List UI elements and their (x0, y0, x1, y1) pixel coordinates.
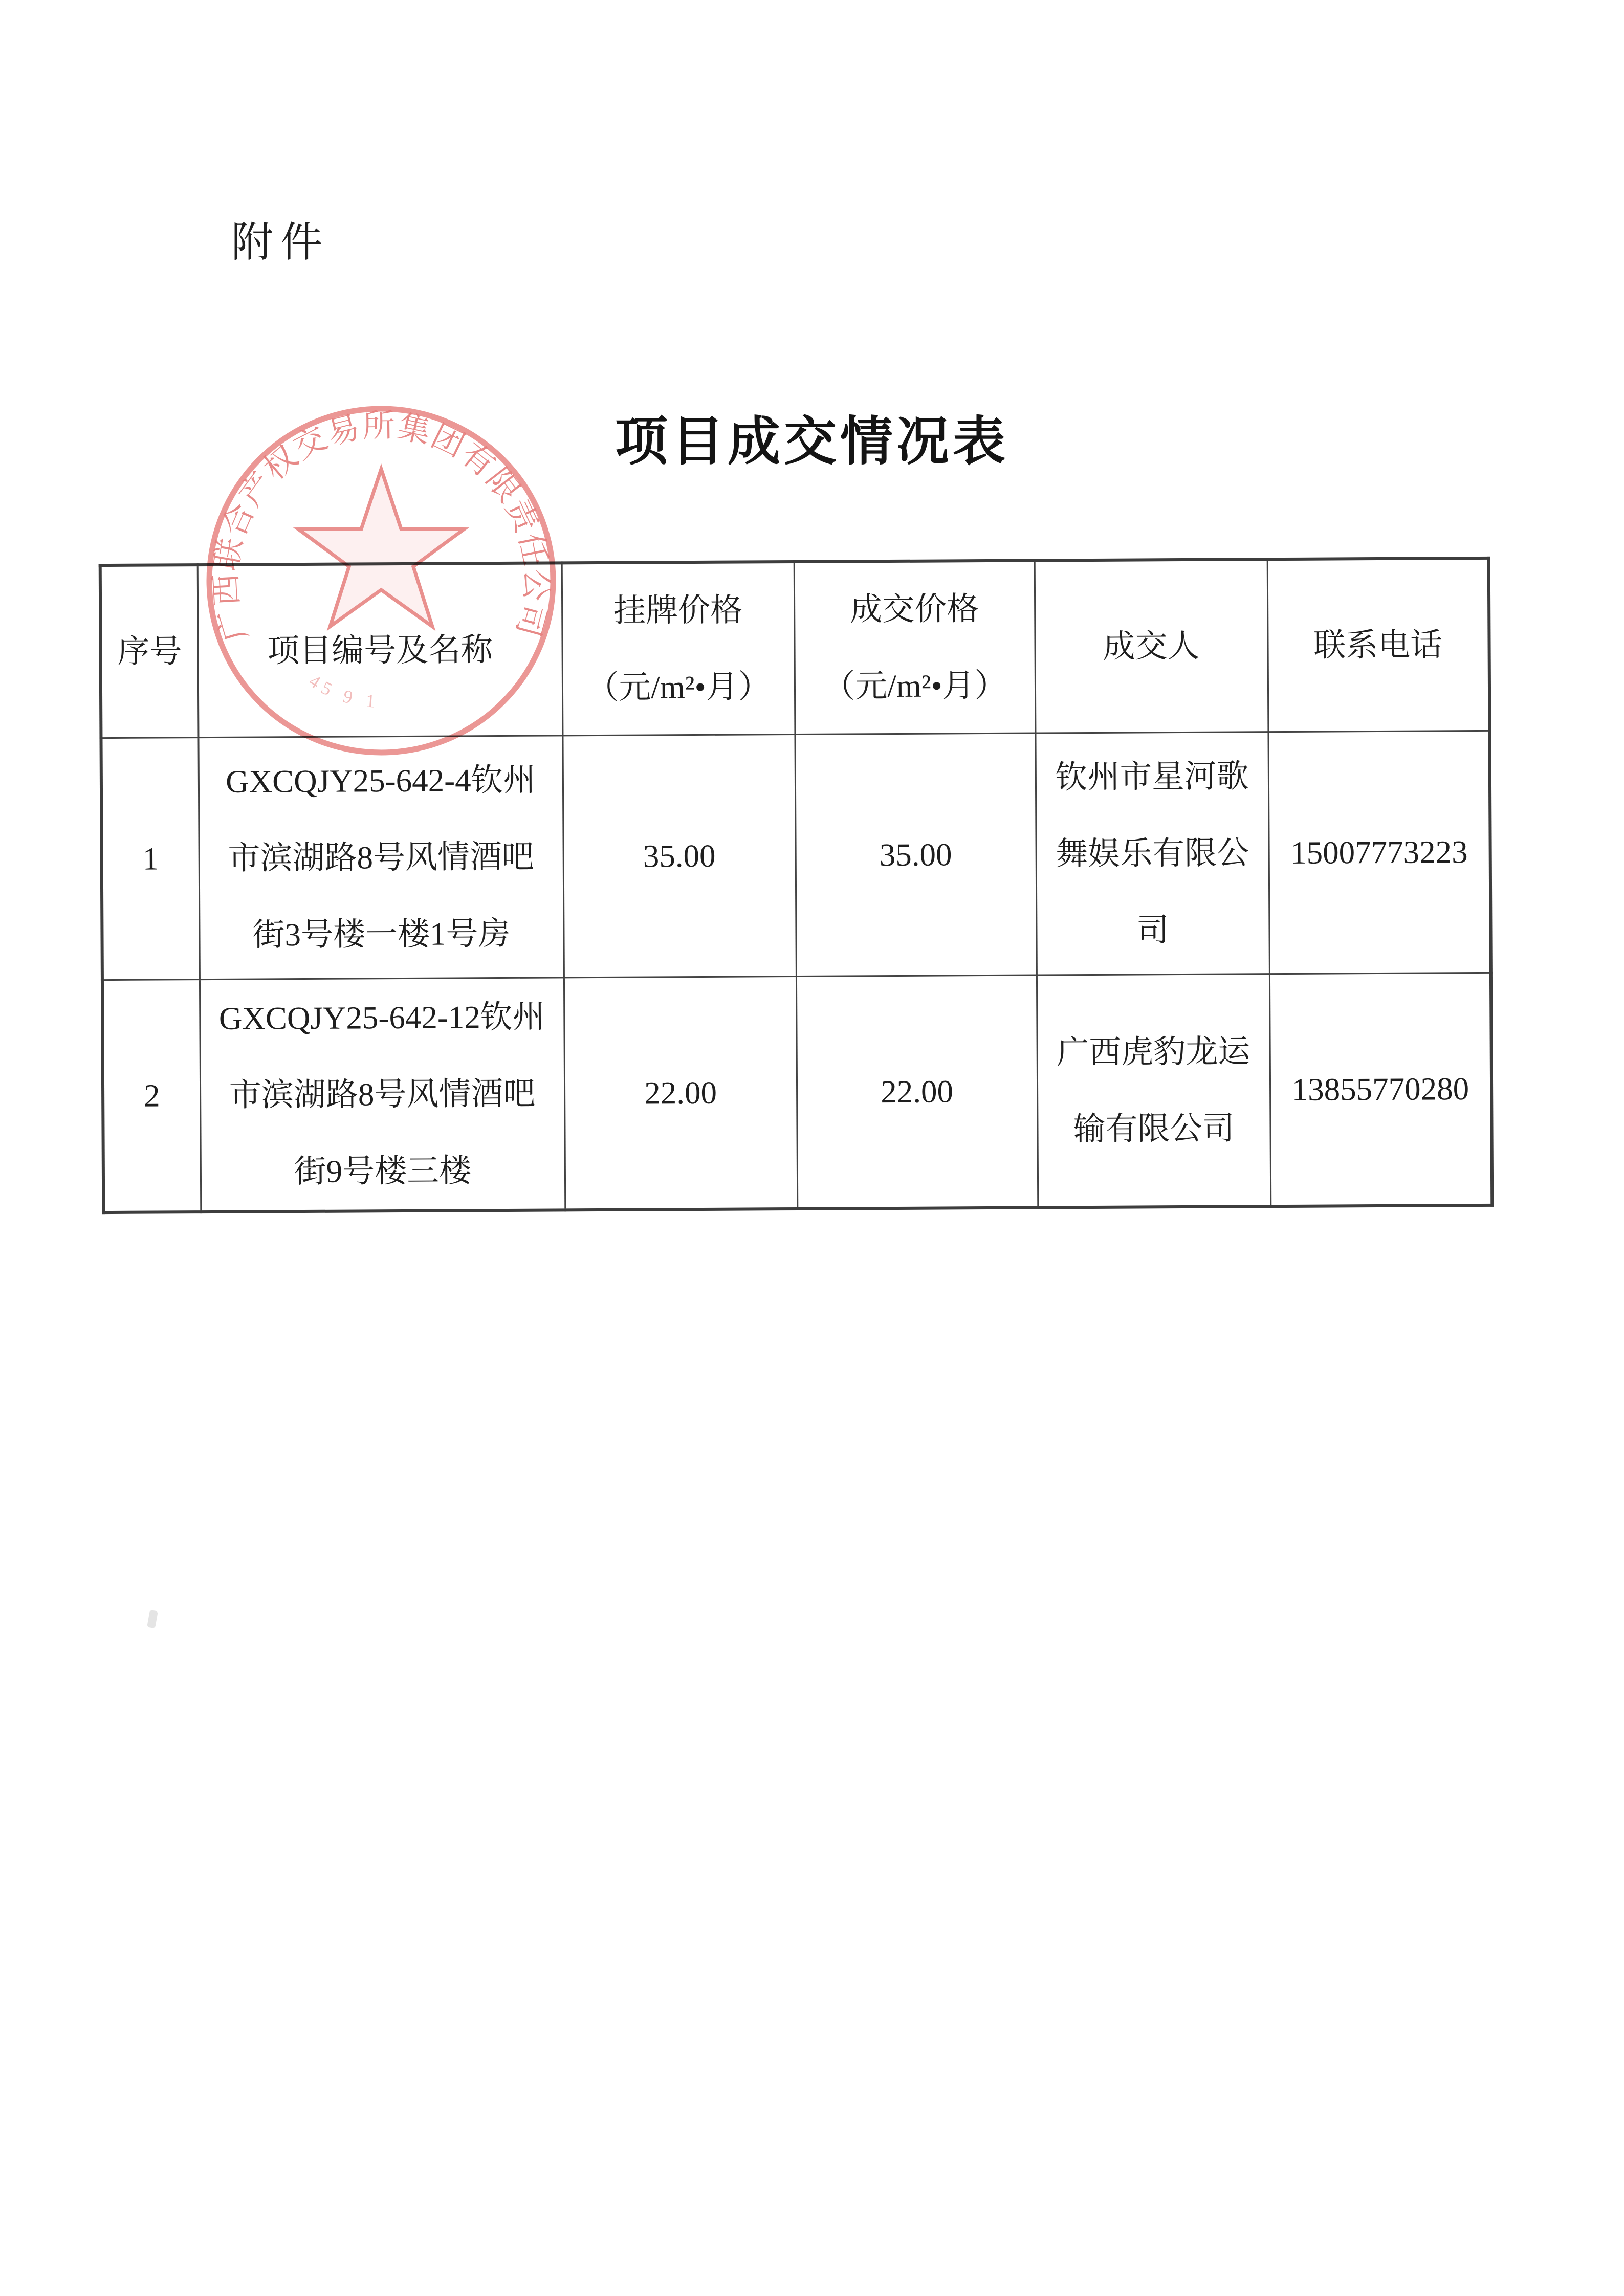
row1-phone-cell (1268, 731, 1490, 974)
row2-buyer-line1: 广西虎豹龙运 (1057, 1033, 1250, 1071)
row2-project-line1: GXCQJY25-642-12钦州 (218, 999, 545, 1036)
row1-buyer-cell (1035, 732, 1269, 975)
table-row (101, 731, 1490, 980)
row2-phone: 13855770280 (1291, 1070, 1469, 1108)
seal-org-name-text: 广西联合产权交易所集团有限责任公司 (208, 408, 554, 646)
company-seal-stamp (201, 401, 561, 761)
row2-deal-price-cell (796, 975, 1038, 1209)
row2-project-line3: 街9号楼三楼 (294, 1153, 472, 1189)
row2-buyer-line2: 输有限公司 (1073, 1110, 1235, 1147)
row1-deal-price-cell (795, 733, 1036, 976)
row2-index-cell (102, 979, 201, 1212)
row2-buyer-cell (1037, 974, 1270, 1207)
row2-listing-price: 22.00 (644, 1074, 717, 1111)
table-row (102, 973, 1492, 1212)
row1-project-line1: GXCQJY25-642-4钦州 (225, 762, 536, 800)
row2-phone-cell (1269, 973, 1492, 1206)
attachment-label: 附件 (231, 219, 330, 266)
header-index (100, 565, 199, 738)
header-project-label: 项目编号及名称 (267, 632, 493, 669)
row1-buyer-line3: 司 (1136, 912, 1169, 948)
row1-project-line3: 街3号楼一楼1号房 (252, 915, 511, 953)
row2-listing-price-cell (564, 976, 797, 1210)
row1-deal-price: 35.00 (879, 836, 952, 873)
row2-project-cell (200, 977, 565, 1212)
header-deal-price (794, 561, 1036, 734)
header-listing-price-line2: （元/m²•月） (586, 669, 771, 706)
header-phone-label: 联系电话 (1313, 627, 1443, 664)
header-deal-price-line1: 成交价格 (849, 591, 979, 628)
row1-buyer-line2: 舞娱乐有限公 (1056, 834, 1249, 872)
row1-listing-price: 35.00 (643, 837, 716, 874)
row2-project-line2: 市滨湖路8号风情酒吧 (229, 1075, 536, 1113)
header-deal-price-line2: （元/m²•月） (823, 668, 1007, 704)
seal-code-text: 45 9 1 (305, 670, 381, 712)
row1-buyer-line1: 钦州市星河歌 (1055, 758, 1249, 795)
row1-index: 1 (142, 841, 159, 877)
header-buyer-label: 成交人 (1103, 628, 1200, 665)
header-index-label: 序号 (117, 633, 182, 670)
header-buyer (1035, 559, 1268, 733)
row2-index: 2 (143, 1077, 160, 1114)
row1-index-cell (101, 737, 199, 980)
row1-listing-price-cell (562, 734, 796, 977)
header-listing-price-line1: 挂牌价格 (613, 592, 743, 629)
scan-artifact (147, 1610, 158, 1628)
header-phone (1267, 558, 1490, 732)
seal-star-icon (298, 469, 464, 627)
row1-project-cell (198, 735, 563, 979)
row2-deal-price: 22.00 (881, 1073, 954, 1110)
row1-phone: 15007773223 (1290, 833, 1468, 871)
row1-project-line2: 市滨湖路8号风情酒吧 (228, 838, 535, 876)
header-listing-price (562, 562, 795, 735)
page-title: 项目成交情况表 (615, 413, 1009, 471)
